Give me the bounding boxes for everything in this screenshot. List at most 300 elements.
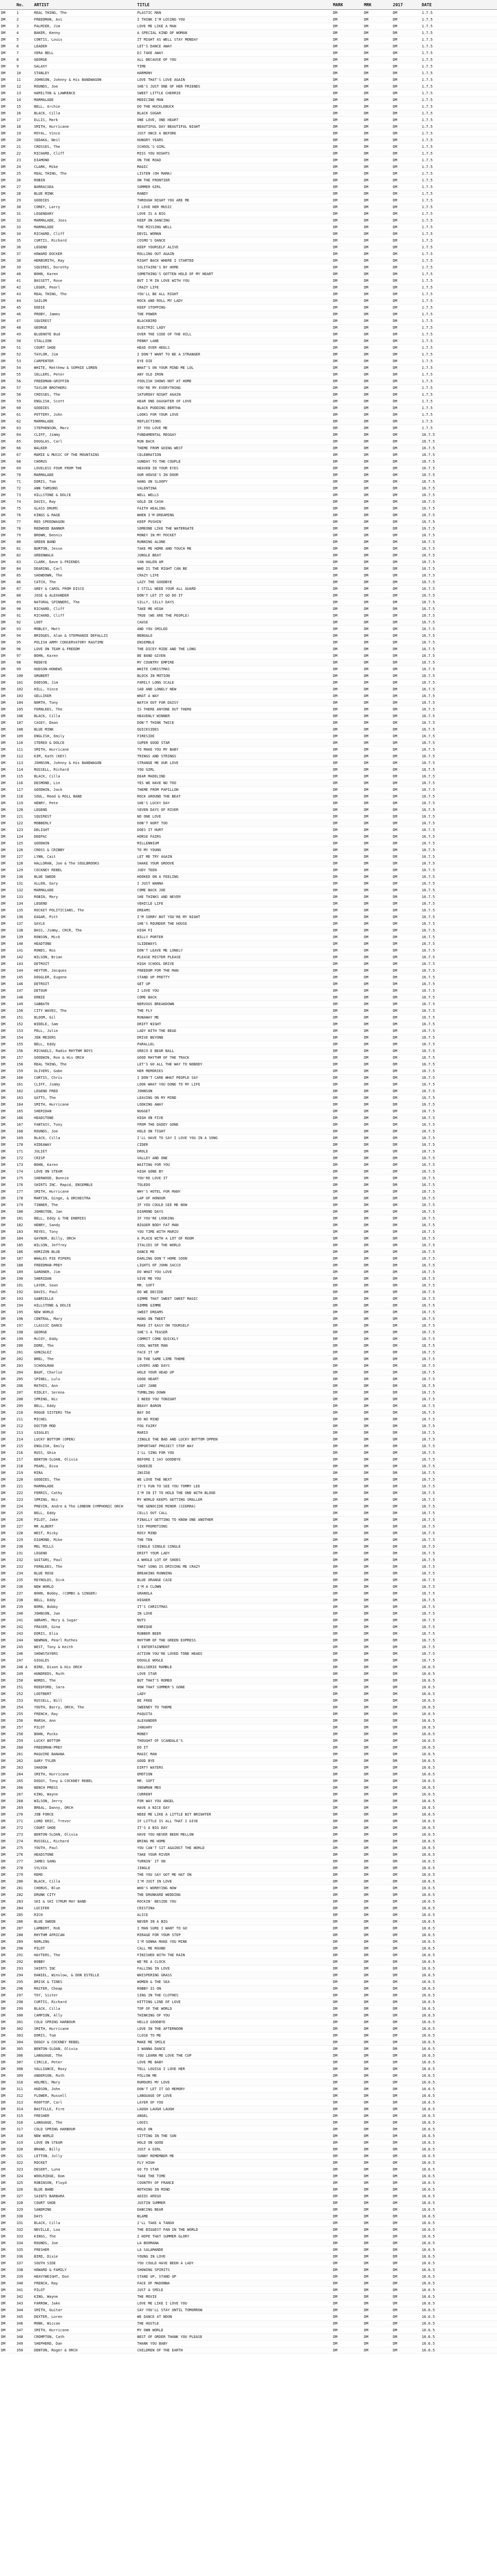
header-chart <box>0 0 15 10</box>
table-row <box>0 2260 497 2267</box>
table-row <box>0 171 497 177</box>
cell-artist: ENGLISH, Emily <box>33 733 136 740</box>
cell-chart: DM <box>0 1041 15 1048</box>
cell-date: 16.7.5 <box>421 867 497 874</box>
cell-no: 247 <box>15 1657 33 1664</box>
cell-date: 16.6.5 <box>421 2099 497 2106</box>
cell-year: DM <box>392 1235 421 1242</box>
cell-mark: DM <box>332 1235 363 1242</box>
cell-mark: DM <box>332 1557 363 1564</box>
cell-no: 51 <box>15 345 33 351</box>
cell-no: 34 <box>15 231 33 238</box>
cell-mrk: DM <box>363 110 392 117</box>
cell-chart: DM <box>0 1410 15 1416</box>
cell-chart: DM <box>0 2039 15 2046</box>
cell-title: RUMOURS MY LOVE <box>136 2079 332 2086</box>
cell-date: 16.7.5 <box>421 1456 497 1463</box>
cell-year: DM <box>392 1872 421 1878</box>
cell-title: GIVE ME YOU <box>136 1276 332 1282</box>
cell-mrk: DM <box>363 1463 392 1470</box>
cell-mark: DM <box>332 1892 363 1899</box>
cell-title: SHE'S A TEASER <box>136 1329 332 1336</box>
cell-date: 16.6.5 <box>421 2166 497 2173</box>
cell-chart: DM <box>0 2220 15 2227</box>
cell-title: BEST OF ORDER THANK YOU PLEASE <box>136 2334 332 2341</box>
cell-year: DM <box>392 934 421 941</box>
cell-year: DM <box>392 1878 421 1885</box>
cell-chart: DM <box>0 1986 15 1992</box>
cell-title: LOUIS <box>136 2120 332 2126</box>
cell-mark: DM <box>332 954 363 961</box>
cell-title: HORSE FAIRS <box>136 834 332 840</box>
table-row <box>0 465 497 472</box>
cell-title: NO ONE LOVE <box>136 814 332 820</box>
table-row <box>0 1979 497 1986</box>
table-row <box>0 1383 497 1389</box>
cell-year: DM <box>392 251 421 258</box>
cell-date: 16.7.5 <box>421 1155 497 1162</box>
cell-mrk: DM <box>363 211 392 217</box>
cell-year: DM <box>392 1490 421 1497</box>
cell-artist: WILSON, Brian <box>33 954 136 961</box>
cell-mrk: DM <box>363 1523 392 1530</box>
cell-year: DM <box>392 1115 421 1122</box>
cell-title: NUTS <box>136 1617 332 1624</box>
cell-year: DM <box>392 1704 421 1711</box>
table-row <box>0 1523 497 1530</box>
cell-mrk: DM <box>363 1068 392 1075</box>
cell-mark: DM <box>332 981 363 988</box>
cell-mrk: DM <box>363 1035 392 1041</box>
cell-year: DM <box>392 398 421 405</box>
cell-chart: DM <box>0 2314 15 2320</box>
cell-chart: DM <box>0 1142 15 1148</box>
cell-artist: ROBINSON, Floyd <box>33 2180 136 2187</box>
cell-artist: STEREO & DOLCE <box>33 740 136 747</box>
cell-chart: DM <box>0 1899 15 1905</box>
cell-no: 89 <box>15 599 33 606</box>
cell-date: 16.7.5 <box>421 1597 497 1604</box>
cell-title: TAKE ME HIGH <box>136 606 332 613</box>
cell-artist: HUDSON-HONEWS <box>33 666 136 673</box>
cell-mark: DM <box>332 117 363 124</box>
cell-artist: SHERIDAN <box>33 1276 136 1282</box>
table-row <box>0 150 497 157</box>
cell-date: 1.7.5 <box>421 405 497 412</box>
cell-title: WHAT'S ON YOUR MIND ME LOL <box>136 365 332 371</box>
cell-no: 260 <box>15 1744 33 1751</box>
cell-year: DM <box>392 371 421 378</box>
cell-artist: BOHN, Karen <box>33 653 136 659</box>
cell-no: 246 <box>15 1651 33 1657</box>
cell-chart: DM <box>0 981 15 988</box>
cell-mark: DM <box>332 1269 363 1276</box>
cell-chart: DM <box>0 83 15 90</box>
cell-year: DM <box>392 1323 421 1329</box>
cell-no: 227 <box>15 1523 33 1530</box>
cell-artist: LANGUAGE, The <box>33 2053 136 2059</box>
cell-no: 285 <box>15 1912 33 1919</box>
cell-title: STRANGE ME OUR LOVE <box>136 760 332 767</box>
cell-no: 207 <box>15 1389 33 1396</box>
cell-chart: DM <box>0 2227 15 2233</box>
cell-date: 16.6.5 <box>421 2287 497 2294</box>
cell-no: 255 <box>15 1711 33 1718</box>
cell-chart: DM <box>0 1289 15 1296</box>
cell-date: 16.7.5 <box>421 1570 497 1577</box>
cell-mrk: DM <box>363 1055 392 1061</box>
cell-mark: DM <box>332 505 363 512</box>
cell-title: IT MIGHT AS WELL STAY MONDAY <box>136 37 332 43</box>
cell-no: 298 <box>15 1999 33 2006</box>
cell-no: 252 <box>15 1691 33 1698</box>
cell-title: NERVOUS BREAKDOWN <box>136 1001 332 1008</box>
cell-mrk: DM <box>363 1644 392 1651</box>
cell-artist: CASEY, Dean <box>33 720 136 726</box>
cell-title: DRIVE BEYOND <box>136 1035 332 1041</box>
cell-chart: DM <box>0 579 15 586</box>
cell-date: 16.6.5 <box>421 2294 497 2300</box>
cell-title: PENNY LANE <box>136 338 332 345</box>
cell-mrk: DM <box>363 365 392 371</box>
cell-year: DM <box>392 559 421 566</box>
cell-artist: FREEDMAN-PREY <box>33 1262 136 1269</box>
table-row <box>0 2307 497 2314</box>
cell-title: LET'S DANCE AWAY <box>136 43 332 50</box>
cell-date: 16.7.5 <box>421 606 497 613</box>
cell-year: DM <box>392 217 421 224</box>
table-row <box>0 459 497 465</box>
cell-mark: DM <box>332 921 363 927</box>
cell-artist: BLUE SWEDE <box>33 874 136 880</box>
cell-chart: DM <box>0 1832 15 1838</box>
cell-chart: DM <box>0 619 15 626</box>
cell-chart: DM <box>0 438 15 445</box>
cell-mrk: DM <box>363 968 392 974</box>
cell-date: 16.7.5 <box>421 1229 497 1235</box>
cell-mrk: DM <box>363 1021 392 1028</box>
cell-year: DM <box>392 1677 421 1684</box>
cell-no: 49 <box>15 331 33 338</box>
cell-no: 61 <box>15 412 33 418</box>
cell-mark: DM <box>332 2260 363 2267</box>
cell-mrk: DM <box>363 224 392 231</box>
cell-date: 1.7.5 <box>421 150 497 157</box>
cell-artist: GUITARS, Paul <box>33 1557 136 1564</box>
cell-title: RHYTHM OF THE GREEN EXPRESS <box>136 1637 332 1644</box>
cell-date: 16.6.5 <box>421 1751 497 1758</box>
cell-date: 16.6.5 <box>421 1905 497 1912</box>
cell-artist: HALLORAN, Joe & The SOULBROOKS <box>33 860 136 867</box>
cell-no: 223 <box>15 1497 33 1503</box>
table-row <box>0 1885 497 1892</box>
table-row <box>0 445 497 452</box>
cell-artist: HUNDREDS, Ruth <box>33 1671 136 1677</box>
cell-no: 130 <box>15 874 33 880</box>
cell-artist: BLUE MINK <box>33 726 136 733</box>
cell-mrk: DM <box>363 1637 392 1644</box>
cell-chart: DM <box>0 1798 15 1805</box>
cell-date: 1.7.5 <box>421 318 497 325</box>
cell-mrk: DM <box>363 1269 392 1276</box>
cell-mrk: DM <box>363 586 392 592</box>
cell-title: VEHICLE LIFE <box>136 901 332 907</box>
cell-mrk: DM <box>363 2193 392 2200</box>
cell-year: DM <box>392 1959 421 1965</box>
cell-date: 16.6.5 <box>421 1952 497 1959</box>
cell-artist: REDEYE <box>33 659 136 666</box>
table-row <box>0 57 497 63</box>
cell-mark: DM <box>332 880 363 887</box>
cell-artist: MASTER, Cheap <box>33 1986 136 1992</box>
cell-artist: NEW WORLD <box>33 1584 136 1590</box>
cell-year: DM <box>392 1912 421 1919</box>
cell-mrk: DM <box>363 284 392 291</box>
cell-artist: HOWARD DOCKER <box>33 251 136 258</box>
cell-year: DM <box>392 968 421 974</box>
cell-date: 16.7.5 <box>421 1108 497 1115</box>
cell-artist: HAMILTON & LAWRENCE <box>33 90 136 97</box>
cell-artist: LOVE ON STEAM <box>33 1168 136 1175</box>
cell-chart: DM <box>0 1503 15 1510</box>
table-row <box>0 331 497 338</box>
cell-artist: JOHNSON, Johnny & His BANDWAGON <box>33 760 136 767</box>
cell-mark: DM <box>332 1604 363 1611</box>
cell-mrk: DM <box>363 43 392 50</box>
cell-date: 1.7.5 <box>421 130 497 137</box>
cell-chart: DM <box>0 1590 15 1597</box>
table-row <box>0 1892 497 1899</box>
table-row <box>0 1905 497 1912</box>
cell-mark: DM <box>332 1925 363 1932</box>
cell-mark: DM <box>332 532 363 539</box>
cell-mrk: DM <box>363 807 392 814</box>
cell-artist: DOGGY & COCKNEY REBEL <box>33 2039 136 2046</box>
cell-mrk: DM <box>363 1631 392 1637</box>
cell-mark: DM <box>332 927 363 934</box>
cell-title: BE BAND GIVEN <box>136 653 332 659</box>
cell-date: 1.7.5 <box>421 231 497 238</box>
cell-title: DOUGLE WOGLE <box>136 1657 332 1664</box>
cell-year: DM <box>392 941 421 947</box>
cell-date: 16.7.5 <box>421 552 497 559</box>
cell-artist: BLUE BAND <box>33 2187 136 2193</box>
cell-artist: ENGLISH, Emily <box>33 1443 136 1450</box>
cell-chart: DM <box>0 773 15 780</box>
cell-title: FOLLOW ME <box>136 2073 332 2079</box>
cell-title: CELEBRATION <box>136 452 332 459</box>
cell-mark: DM <box>332 526 363 532</box>
cell-title: THE FLY <box>136 1008 332 1014</box>
cell-mark: DM <box>332 2053 363 2059</box>
table-row <box>0 2133 497 2140</box>
cell-chart: DM <box>0 1711 15 1718</box>
cell-date: 16.7.5 <box>421 1095 497 1101</box>
cell-year: DM <box>392 773 421 780</box>
table-row <box>0 1791 497 1798</box>
cell-no: 331 <box>15 2220 33 2227</box>
cell-mrk: DM <box>363 2006 392 2012</box>
cell-title: DARLING DON'T HOME SOON <box>136 1256 332 1262</box>
cell-chart: DM <box>0 2213 15 2220</box>
cell-date: 16.6.5 <box>421 1785 497 1791</box>
cell-artist: RONSON, Mick <box>33 934 136 941</box>
cell-chart: DM <box>0 2173 15 2180</box>
cell-year: DM <box>392 2227 421 2233</box>
cell-artist: BREAL, Danny, ORCH <box>33 1805 136 1811</box>
cell-title: MR. SOFT <box>136 1778 332 1785</box>
table-row <box>0 244 497 251</box>
cell-no: 91 <box>15 613 33 619</box>
table-row <box>0 733 497 740</box>
cell-date: 16.7.5 <box>421 1182 497 1189</box>
table-row <box>0 1530 497 1537</box>
cell-mrk: DM <box>363 1677 392 1684</box>
cell-no: 314 <box>15 2106 33 2113</box>
cell-mrk: DM <box>363 693 392 700</box>
cell-no: 16 <box>15 110 33 117</box>
cell-date: 16.6.5 <box>421 1932 497 1939</box>
cell-chart: DM <box>0 847 15 854</box>
cell-title: LOVE ME BABY <box>136 2059 332 2066</box>
table-row <box>0 887 497 894</box>
cell-title: LOVE IN THE AFTERNOON <box>136 2026 332 2032</box>
cell-title: DREAMS <box>136 907 332 914</box>
cell-mrk: DM <box>363 1818 392 1825</box>
cell-title: YES WE HAVE NO TOO <box>136 780 332 787</box>
cell-artist: HEYTOR, Jacques <box>33 968 136 974</box>
table-row <box>0 1858 497 1865</box>
cell-artist: DORE, The <box>33 1343 136 1349</box>
cell-mrk: DM <box>363 1182 392 1189</box>
cell-no: 170 <box>15 1142 33 1148</box>
cell-artist: SMITH, Guitar <box>33 2307 136 2314</box>
cell-mrk: DM <box>363 1389 392 1396</box>
cell-date: 16.7.5 <box>421 526 497 532</box>
cell-mark: DM <box>332 592 363 599</box>
cell-no: 341 <box>15 2287 33 2294</box>
cell-chart: DM <box>0 1584 15 1590</box>
cell-artist: RUSSELL, Richard <box>33 1838 136 1845</box>
cell-no: 150 <box>15 1008 33 1014</box>
cell-year: DM <box>392 97 421 104</box>
cell-year: DM <box>392 345 421 351</box>
table-row <box>0 398 497 405</box>
cell-chart: DM <box>0 1256 15 1262</box>
cell-mark: DM <box>332 673 363 680</box>
cell-artist: SCHOOLMAN <box>33 1363 136 1369</box>
cell-date: 16.6.5 <box>421 1724 497 1731</box>
cell-title: SCHOOL'S GIRL <box>136 144 332 150</box>
table-row <box>0 1376 497 1383</box>
cell-title: BLUE ORANGE CASE <box>136 1577 332 1584</box>
cell-chart: DM <box>0 901 15 907</box>
cell-artist: ROOFTOP, Carl <box>33 2099 136 2106</box>
cell-date: 16.7.5 <box>421 633 497 639</box>
cell-artist: BOHN, Karen <box>33 1162 136 1168</box>
table-row <box>0 921 497 927</box>
cell-year: DM <box>392 592 421 599</box>
cell-chart: DM <box>0 2341 15 2347</box>
cell-title: DO THE HUCKLEBUCK <box>136 104 332 110</box>
cell-mark: DM <box>332 639 363 646</box>
cell-artist: PELL, Julie <box>33 1028 136 1035</box>
cell-mrk: DM <box>363 1765 392 1771</box>
cell-chart: DM <box>0 1497 15 1503</box>
cell-mark: DM <box>332 633 363 639</box>
cell-mrk: DM <box>363 2079 392 2086</box>
cell-title: RUN BACK <box>136 438 332 445</box>
cell-year: DM <box>392 820 421 827</box>
cell-chart: DM <box>0 398 15 405</box>
cell-year: DM <box>392 720 421 726</box>
cell-mrk: DM <box>363 1986 392 1992</box>
cell-mrk: DM <box>363 1168 392 1175</box>
cell-date: 16.7.5 <box>421 974 497 981</box>
cell-mrk: DM <box>363 934 392 941</box>
cell-title: I NEED YOU TONIGHT <box>136 1396 332 1403</box>
cell-title: KEEP STOPPING <box>136 304 332 311</box>
table-row <box>0 2066 497 2073</box>
cell-artist: LUCKY BOTTOM <box>33 1738 136 1744</box>
cell-title: LOVE THAT'S LOVE AGAIN <box>136 77 332 83</box>
cell-mark: DM <box>332 1376 363 1383</box>
cell-date: 16.7.5 <box>421 1316 497 1323</box>
cell-year: DM <box>392 673 421 680</box>
cell-chart: DM <box>0 733 15 740</box>
table-row <box>0 586 497 592</box>
cell-mark: DM <box>332 23 363 30</box>
cell-title: I DON'T WANT TO BE A STRANGER <box>136 351 332 358</box>
cell-artist: DAYS <box>33 2213 136 2220</box>
table-row <box>0 1497 497 1503</box>
cell-chart: DM <box>0 1162 15 1168</box>
cell-title: SNOWMAN MEX <box>136 1785 332 1791</box>
cell-year: DM <box>392 2113 421 2120</box>
table-row <box>0 23 497 30</box>
cell-date: 16.6.5 <box>421 1718 497 1724</box>
cell-mrk: DM <box>363 1189 392 1195</box>
table-row <box>0 2032 497 2039</box>
cell-chart: DM <box>0 934 15 941</box>
cell-no: 69 <box>15 465 33 472</box>
cell-title: GOOD RHYTHM OF THE TRACK <box>136 1055 332 1061</box>
cell-title: WELL WELLS <box>136 492 332 499</box>
table-row <box>0 1349 497 1356</box>
cell-chart: DM <box>0 874 15 880</box>
cell-date: 1.7.5 <box>421 325 497 331</box>
cell-mark: DM <box>332 264 363 271</box>
cell-title: ROCK AROUND THE BEAT <box>136 793 332 800</box>
cell-year: DM <box>392 1195 421 1202</box>
cell-date: 1.7.5 <box>421 398 497 405</box>
cell-chart: DM <box>0 150 15 157</box>
cell-artist: REAL THING, The <box>33 10 136 16</box>
cell-title: FACE IT UP <box>136 1349 332 1356</box>
cell-no: 188 <box>15 1262 33 1269</box>
cell-year: DM <box>392 1664 421 1671</box>
cell-date: 16.7.5 <box>421 1142 497 1148</box>
cell-date: 16.7.5 <box>421 921 497 927</box>
cell-date: 16.7.5 <box>421 1101 497 1108</box>
cell-mrk: DM <box>363 298 392 304</box>
cell-year: DM <box>392 63 421 70</box>
cell-no: 262 <box>15 1758 33 1765</box>
cell-chart: DM <box>0 1423 15 1430</box>
table-row <box>0 686 497 693</box>
cell-date: 16.7.5 <box>421 1168 497 1175</box>
cell-year: DM <box>392 1617 421 1624</box>
